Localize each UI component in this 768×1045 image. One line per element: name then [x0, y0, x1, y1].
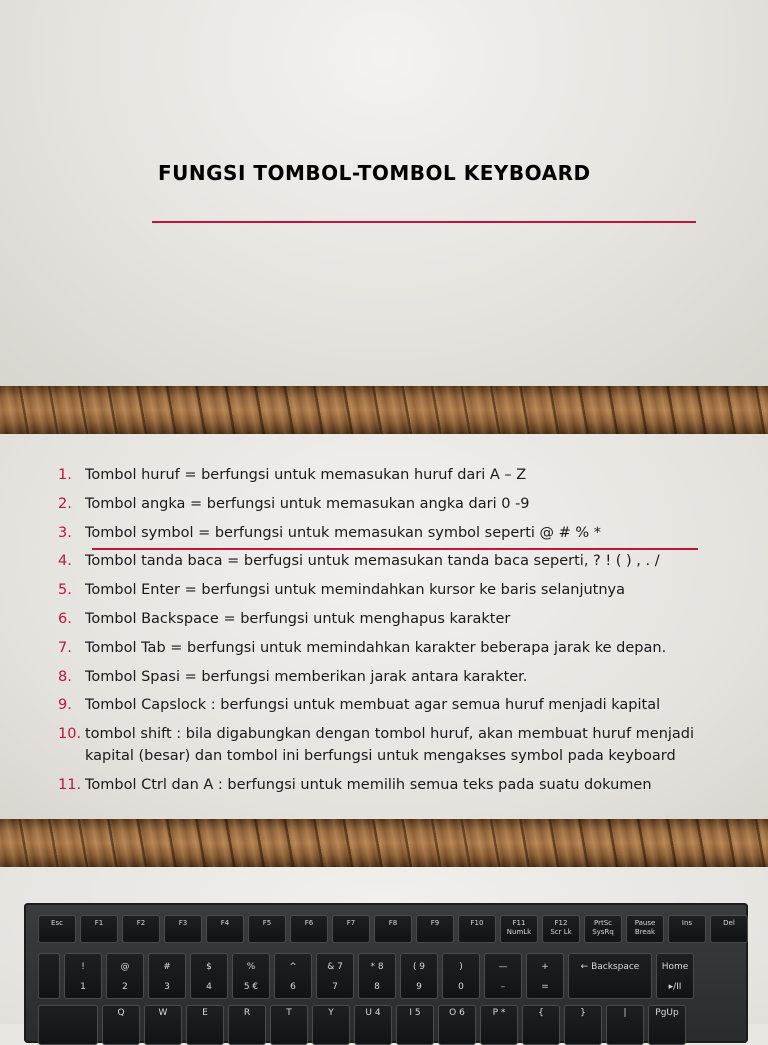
list-text: Tombol angka = berfungsi untuk memasukan angka dari 0 -9 — [85, 495, 530, 512]
list-text: Tombol Tab = berfungsi untuk memindahkan karakter beberapa jarak ke depan. — [85, 639, 667, 656]
keyboard-key: — – — [484, 953, 522, 999]
list-item — [58, 774, 708, 796]
list-number: 5. — [58, 582, 72, 599]
keyboard-key: F11 NumLk — [500, 915, 538, 943]
keyboard-key: F9 — [416, 915, 454, 943]
keyboard-key: T — [270, 1005, 308, 1045]
list-text: Tombol Ctrl dan A : berfungsi untuk memilih semua teks pada suatu dokumen — [85, 776, 652, 793]
keyboard-key: Pause Break — [626, 915, 664, 943]
list-item — [58, 608, 708, 630]
list-text: Tombol Capslock : berfungsi untuk membuat agar semua huruf menjadi kapital — [85, 697, 661, 714]
list-text: Tombol symbol = berfungsi untuk memasukan symbol seperti @ # % * — [85, 524, 602, 541]
keyboard-key: F7 — [332, 915, 370, 943]
keyboard-key: E — [186, 1005, 224, 1045]
keyboard-key: F6 — [290, 915, 328, 943]
list-number: 6. — [58, 610, 72, 627]
keyboard-key: # 3 — [148, 953, 186, 999]
keyboard-key: F5 — [248, 915, 286, 943]
list-item — [58, 464, 708, 486]
keyboard-key: O 6 — [438, 1005, 476, 1045]
list-text: tombol shift : bila digabungkan dengan tombol huruf, akan membuat huruf menjadi kapital (besar) dan tombol ini berfungsi untuk mengakses symbol pada keyboard — [85, 726, 695, 765]
slide-title: FUNGSI TOMBOL-TOMBOL KEYBOARD — [158, 161, 591, 185]
list-number: 9. — [58, 697, 72, 714]
keyboard-key: & 7 7 — [316, 953, 354, 999]
list-text: Tombol tanda baca = berfugsi untuk memasukan tanda baca seperti, ? ! ( ) , . / — [85, 553, 660, 570]
list-number: 8. — [58, 668, 72, 685]
keyboard-key: | — [606, 1005, 644, 1045]
list-number: 4. — [58, 553, 72, 570]
keyboard-key: F8 — [374, 915, 412, 943]
list-item — [58, 550, 708, 572]
list-number: 1. — [58, 467, 72, 483]
list-item — [58, 522, 708, 544]
keyboard-key: { — [522, 1005, 560, 1045]
keyboard-key: Home ▸/II — [656, 953, 694, 999]
keyboard-number-row — [38, 953, 694, 999]
list-text: Tombol Spasi = berfungsi memberikan jarak antara karakter. — [85, 668, 528, 685]
keyboard-image — [24, 903, 748, 1043]
list-text: Tombol Enter = berfungsi untuk memindahkan kursor ke baris selanjutnya — [85, 582, 626, 599]
keyboard-key: F1 — [80, 915, 118, 943]
keyboard-function-row — [38, 915, 748, 943]
keyboard-key: ← Backspace — [568, 953, 652, 999]
content-divider — [92, 548, 698, 550]
keyboard-key: Y — [312, 1005, 350, 1045]
keyboard-key — [38, 1005, 98, 1045]
keyboard-slide — [0, 867, 768, 1024]
keyboard-key: ( 9 9 — [400, 953, 438, 999]
wood-floor-strip-top — [0, 386, 768, 434]
list-number: 10. — [58, 726, 82, 743]
list-number: 7. — [58, 639, 72, 656]
keyboard-key: ^ 6 — [274, 953, 312, 999]
list-item — [58, 666, 708, 688]
keyboard-key: } — [564, 1005, 602, 1045]
keyboard-key: $ 4 — [190, 953, 228, 999]
title-slide — [0, 0, 768, 386]
key-function-list — [58, 464, 708, 803]
keyboard-letter-row — [38, 1005, 686, 1045]
keyboard-key: P * — [480, 1005, 518, 1045]
keyboard-key: F2 — [122, 915, 160, 943]
keyboard-key: F4 — [206, 915, 244, 943]
keyboard-key: U 4 — [354, 1005, 392, 1045]
keyboard-key: ! 1 — [64, 953, 102, 999]
keyboard-key: ) 0 — [442, 953, 480, 999]
keyboard-key: PgUp — [648, 1005, 686, 1045]
list-number: 2. — [58, 495, 72, 512]
keyboard-key: @ 2 — [106, 953, 144, 999]
keyboard-key: R — [228, 1005, 266, 1045]
keyboard-key: % 5 € — [232, 953, 270, 999]
keyboard-key: * 8 8 — [358, 953, 396, 999]
list-item — [58, 723, 708, 767]
keyboard-key: F3 — [164, 915, 202, 943]
wood-floor-strip-bottom — [0, 819, 768, 867]
keyboard-key: + = — [526, 953, 564, 999]
keyboard-key: F12 Scr Lk — [542, 915, 580, 943]
list-item — [58, 694, 708, 716]
keyboard-key: I 5 — [396, 1005, 434, 1045]
keyboard-key: PrtSc SysRq — [584, 915, 622, 943]
list-text: Tombol huruf = berfungsi untuk memasukan huruf dari A – Z — [85, 467, 527, 483]
list-item — [58, 579, 708, 601]
list-item — [58, 637, 708, 659]
list-number: 3. — [58, 524, 72, 541]
title-divider — [152, 221, 696, 223]
list-item — [58, 493, 708, 515]
keyboard-key: Q — [102, 1005, 140, 1045]
content-slide — [0, 434, 768, 819]
keyboard-key: Esc — [38, 915, 76, 943]
keyboard-key: Ins — [668, 915, 706, 943]
keyboard-key: Del — [710, 915, 748, 943]
keyboard-key: W — [144, 1005, 182, 1045]
keyboard-key: F10 — [458, 915, 496, 943]
list-text: Tombol Backspace = berfungsi untuk menghapus karakter — [85, 610, 511, 627]
keyboard-key — [38, 953, 60, 999]
list-number: 11. — [58, 776, 82, 793]
